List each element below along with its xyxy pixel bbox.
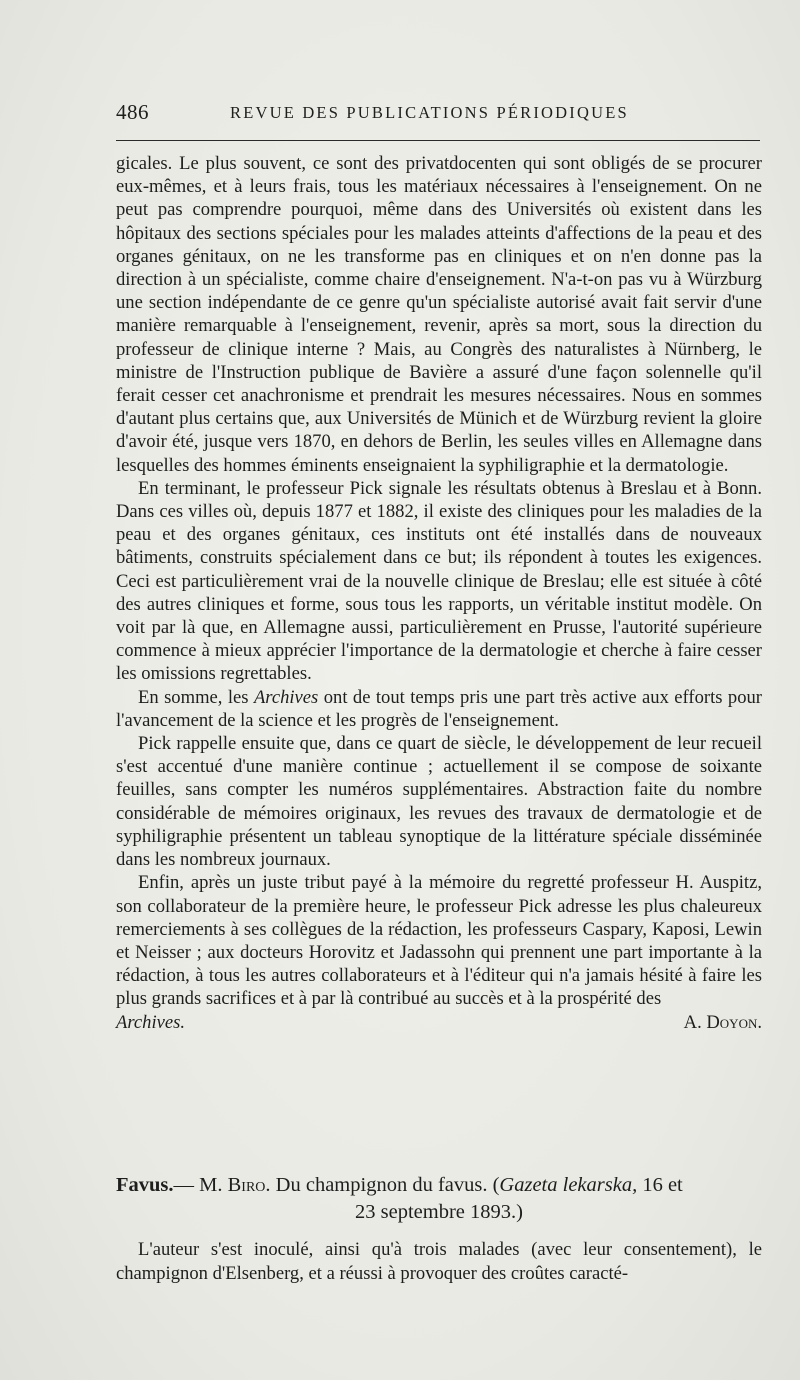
page-header <box>116 100 756 130</box>
article-body <box>116 1238 762 1286</box>
source-date: 16 et <box>642 1174 683 1196</box>
closing-journal-title: Archives. <box>116 1011 186 1033</box>
journal-title: Archives <box>253 686 319 708</box>
article-heading-line <box>116 1199 762 1226</box>
signature-line <box>116 1011 762 1034</box>
paragraph: En terminant, le professeur Pick signale les résultats obtenus à Breslau et à Bonn. Dans ces villes où, depuis 1877 et 1882, il existe des cliniques pour les maladies de la peau et des organes génitaux, ces instituts ont été installés dans de nouveaux bâtiments, construits spécialement dans ce but; ils répondent à toutes les exigences. Ceci est particulièrement vrai de la nouvelle clinique de Breslau; elle est située à côté des autres cliniques et forme, sous tous les rapports, un véritable institut modèle. On voit par là que, en Allemagne aussi, particulièrement en Prusse, l'autorité supérieure commence à mieux apprécier l'importance de la dermatologie et cherche à faire cesser les omissions regrettables. <box>116 477 762 685</box>
paragraph: L'auteur s'est inoculé, ainsi qu'à trois malades (avec leur consentement), le champignon d'Elsenberg, et a réussi à provoquer des croûtes caracté- <box>116 1239 762 1284</box>
article-heading-line <box>116 1172 762 1199</box>
source-date: 23 septembre 1893.) <box>355 1201 523 1223</box>
source-paren: ( <box>492 1174 500 1196</box>
paragraph: gicales. Le plus souvent, ce sont des privatdocenten qui sont obligés de se procurer eux-mêmes, et à leurs frais, tous les matériaux nécessaires à l'enseignement. On ne peut pas comprendre pourquoi, même dans des Universités où existent dans les hôpitaux des sections spéciales pour les malades atteints d'affections de la peau et des organes génitaux, on ne les transforme pas en cliniques et on n'en donne pas la direction à un spécialiste, comme chaire d'enseignement. N'a-t-on pas vu à Würzburg une section indépendante de ce genre qu'un spécialiste autorisé avait fait servir d'une manière remarquable à l'enseignement, revenir, après sa mort, sous la direction du professeur de clinique interne ? Mais, au Congrès des naturalistes à Nürnberg, le ministre de l'Instruction publique de Bavière a assuré d'une façon solennelle qu'il ferait cesser cet anachronisme et prendrait les mesures nécessaires. Nous en sommes d'autant plus certains que, aux Universités de Münich et de Würzburg revient la gloire d'avoir été, jusque vers 1870, en dehors de Berlin, les seules villes en Allemagne dans lesquelles des hommes éminents enseignaient la syphiligraphie et la dermatologie. <box>116 153 762 476</box>
article-topic: Favus. <box>116 1174 174 1196</box>
article-author: M. Biro. <box>199 1174 271 1196</box>
running-head: REVUE DES PUBLICATIONS PÉRIODIQUES <box>230 103 629 122</box>
source-journal: Gazeta lekarska, <box>499 1174 638 1196</box>
paragraph-text: En somme, les <box>138 686 254 708</box>
article-heading <box>116 1172 762 1226</box>
signature: A. Doyon. <box>683 1011 762 1033</box>
header-rule <box>116 140 760 141</box>
paragraph: Pick rappelle ensuite que, dans ce quart de siècle, le développement de leur recueil s'est accentué d'une manière continue ; actuellement il se compose de soixante feuilles, sans compter les numéros supplémentaires. Abstraction faite du nombre considérable de mémoires originaux, les revues des travaux de dermatologie et de syphiligraphie présentent un tableau synoptique de la littérature spéciale disséminée dans les nombreux journaux. <box>116 733 762 871</box>
paragraph <box>116 686 762 732</box>
heading-dash: — <box>173 1174 195 1196</box>
paragraph: Enfin, après un juste tribut payé à la mémoire du regretté professeur H. Auspitz, son collaborateur de la première heure, le professeur Pick adresse les plus chaleureux remerciements à ses collègues de la rédaction, les professeurs Caspary, Kaposi, Lewin et Neisser ; aux docteurs Horovitz et Jadassohn qui prennent une part importante à la rédaction, à tous les autres collaborateurs et à l'éditeur qui n'a jamais hésité à faire les plus grands sacrifices et à par là contribué au succès et à la prospérité des <box>116 872 762 1010</box>
page-number: 486 <box>116 100 149 124</box>
article-title: Du champignon du favus. <box>275 1174 488 1196</box>
paragraph-text: ont de tout temps pris une part très active aux efforts pour l'avancement de la science et les progrès de l'enseignement. <box>116 686 762 731</box>
continued-review-text <box>116 152 762 1034</box>
